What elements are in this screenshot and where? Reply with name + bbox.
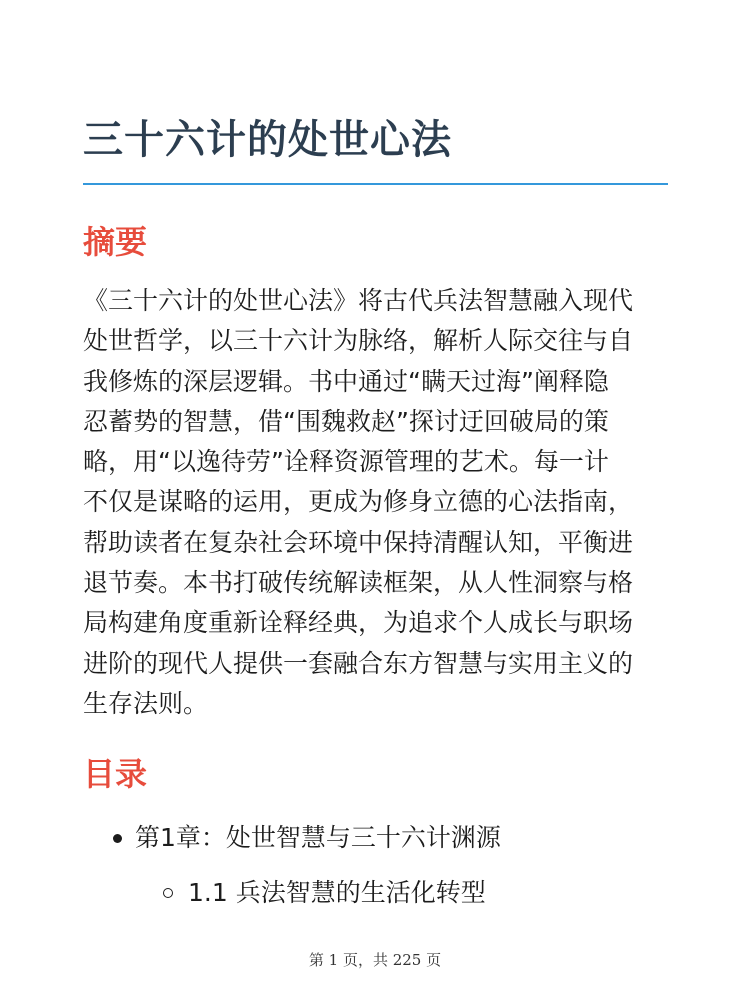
toc-chapter-label: 第1章：处世智慧与三十六计渊源 — [135, 823, 501, 852]
page-number-footer: 第 1 页，共 225 页 — [308, 951, 442, 969]
title-divider — [83, 183, 668, 185]
abstract-line: 帮助读者在复杂社会环境中保持清醒认知，平衡进 — [83, 527, 634, 557]
document-title: 三十六计的处世心法 — [83, 117, 452, 163]
abstract-line: 略，用“以逸待劳”诠释资源管理的艺术。每一计 — [83, 447, 609, 477]
abstract-line: 进阶的现代人提供一套融合东方智慧与实用主义的 — [83, 648, 634, 678]
abstract-line: 生存法则。 — [83, 688, 209, 718]
abstract-line: 忍蓄势的智慧，借“围魏救赵”探讨迂回破局的策 — [83, 406, 609, 436]
abstract-line: 不仅是谋略的运用，更成为修身立德的心法指南， — [83, 487, 634, 517]
bullet-disc-icon — [113, 834, 122, 843]
toc-heading: 目录 — [83, 755, 148, 793]
abstract-line: 《三十六计的处世心法》将古代兵法智慧融入现代 — [83, 286, 634, 315]
bullet-circle-icon — [163, 888, 173, 898]
abstract-line: 退节奏。本书打破传统解读框架，从人性洞察与格 — [83, 568, 634, 598]
toc-chapter-item[interactable] — [113, 818, 501, 858]
abstract-paragraph — [83, 281, 673, 724]
abstract-line: 我修炼的深层逻辑。书中通过“瞒天过海”阐释隐 — [83, 366, 609, 396]
abstract-line: 处世哲学，以三十六计为脉络，解析人际交往与自 — [83, 326, 634, 356]
toc-section-label: 1.1 兵法智慧的生活化转型 — [188, 878, 486, 907]
abstract-line: 局构建角度重新诠释经典，为追求个人成长与职场 — [83, 608, 634, 638]
abstract-heading: 摘要 — [83, 223, 148, 261]
toc-section-item[interactable] — [163, 873, 486, 913]
